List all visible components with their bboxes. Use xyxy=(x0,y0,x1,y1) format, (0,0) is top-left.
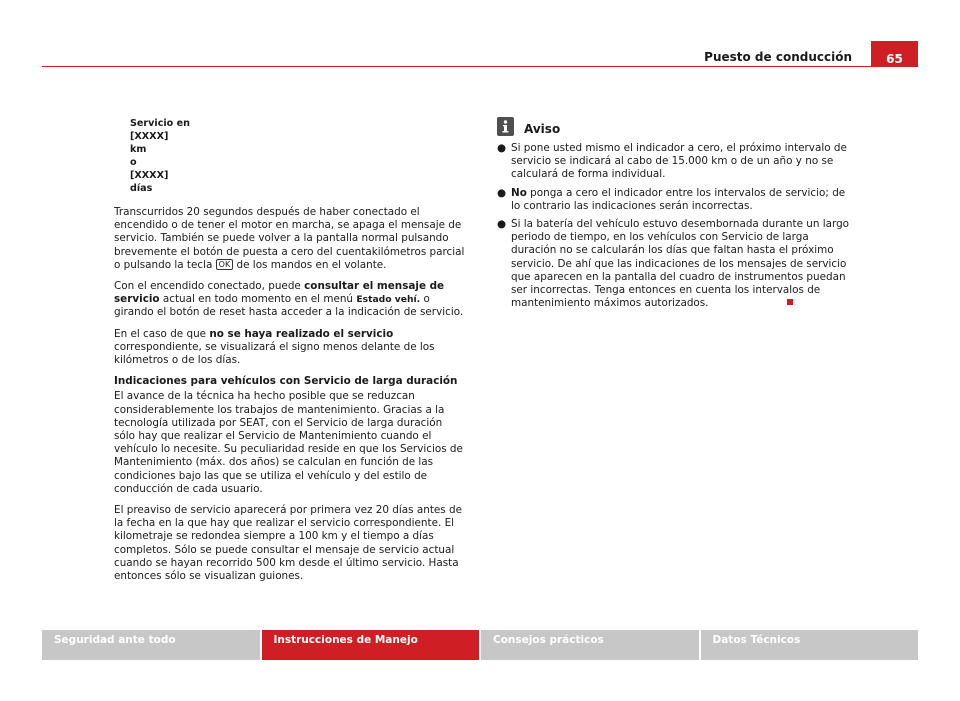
notice-bullet: ● No ponga a cero el indicador entre los intervalos de servicio; de lo contrario las indicaciones serán incorrectas. xyxy=(497,186,846,212)
footer-tab-seguridad[interactable]: Seguridad ante todo xyxy=(42,630,260,660)
display-line: días xyxy=(130,183,153,194)
bullet-marker: ● xyxy=(497,142,507,154)
paragraph-long-service: El avance de la técnica ha hecho posible que se reduzcan considerablemente los trabajos de mantenimiento. Gracias a la tecnología utilizada por SEAT, con el Servicio de larga duración sólo hay que realizar el Servicio de Mantenimiento cuando el vehículo lo necesite. Su peculiaridad reside en que los Servicios de Mantenimiento (máx. dos años) se calculan en función de las condiciones bajo las que se utiliza el vehículo y del estilo de conducción de cada usuario. xyxy=(114,390,463,495)
notice-bullet: ● Si pone usted mismo el indicador a cero, el próximo intervalo de servicio se indicará al cabo de 15.000 km o de un año y no se calculará de forma individual. xyxy=(497,142,847,181)
menu-name: Estado vehí. xyxy=(356,294,421,306)
display-line: [XXXX] xyxy=(130,170,169,181)
page-header-title: Puesto de conducción xyxy=(704,50,852,64)
footer-tab-consejos[interactable]: Consejos prácticos xyxy=(481,630,699,660)
display-line: km xyxy=(130,144,147,155)
footer-tab-datos[interactable]: Datos Técnicos xyxy=(701,630,919,660)
paragraph-service-prewarning: El preaviso de servicio aparecerá por primera vez 20 días antes de la fecha en la que hay que realizar el servicio correspondiente. El kilometraje se redondea siempre a 100 km y el tiempo a días completos. Sólo se puede consultar el mensaje de servicio actual cuando se hayan recorrido 500 km desde el último servicio. Hasta entonces sólo se visualizan guiones. xyxy=(114,504,462,583)
display-line: o xyxy=(130,157,137,168)
bullet-marker: ● xyxy=(497,218,507,231)
display-line: [XXXX] xyxy=(130,131,169,142)
section-end-marker xyxy=(787,299,793,305)
notice-title: Aviso xyxy=(524,122,561,136)
notice-header xyxy=(497,117,856,136)
footer-tab-instrucciones[interactable]: Instrucciones de Manejo xyxy=(262,630,480,660)
info-icon xyxy=(497,117,514,136)
footer-navigation xyxy=(42,630,918,660)
paragraph-service-overdue: En el caso de que no se haya realizado el servicio correspondiente, se visualizará el signo menos delante de los kilómetros o de los días. xyxy=(114,327,435,367)
display-line: Servicio en xyxy=(130,118,190,129)
paragraph-message-timeout: Transcurridos 20 segundos después de haber conectado el encendido o de tener el motor en marcha, se apaga el mensaje de servicio. También se puede volver a la pantalla normal pulsando brevemente el botón de puesta a cero del cuentakilómetros parcial o pulsando la tecla OK de los mandos en el volante. xyxy=(114,206,465,271)
section-subheading: Indicaciones para vehículos con Servicio de larga duración xyxy=(114,375,458,388)
paragraph-consult-message: Con el encendido conectado, puede consultar el mensaje de servicio actual en todo momento en el menú Estado vehí. o girando el botón de reset hasta acceder a la indicación de servicio. xyxy=(114,280,464,319)
notice-box xyxy=(497,117,856,315)
header-rule xyxy=(42,66,918,67)
notice-bullet: ● Si la batería del vehículo estuvo desembornada durante un largo periodo de tiempo, en los vehículos con Servicio de larga duración no se calcularán los días que faltan hasta el próximo servicio. De ahí que las indicaciones de los mensajes de servicio que aparecen en la pantalla del cuadro de instrumentos puedan ser incorrectas. Tenga entonces en cuenta los intervalos de mantenimiento máximos autorizados. xyxy=(497,218,850,310)
page-number: 65 xyxy=(871,41,918,67)
bullet-marker: ● xyxy=(497,186,507,199)
display-message-example xyxy=(130,117,466,195)
ok-key-symbol: OK xyxy=(216,259,234,270)
left-column xyxy=(114,117,466,591)
